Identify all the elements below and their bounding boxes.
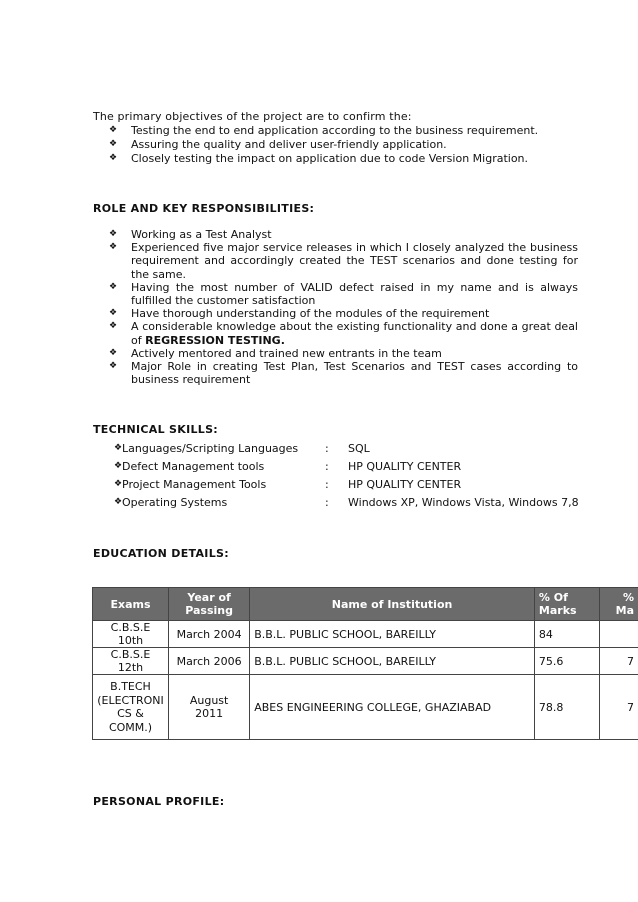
- list-item: ❖ Having the most number of VALID defect raised in my name and is always fulfilled the customer satisfaction: [109, 280, 578, 308]
- skill-value: Windows XP, Windows Vista, Windows 7,8: [348, 496, 579, 509]
- list-item: ❖ Have thorough understanding of the modules of the requirement: [109, 307, 490, 321]
- diamond-bullet-icon: ❖: [114, 443, 123, 453]
- diamond-bullet-icon: ❖: [109, 153, 118, 163]
- diamond-bullet-icon: ❖: [109, 229, 118, 239]
- table-row: C.B.S.E 10th March 2004 B.B.L. PUBLIC SCHOOL, BAREILLY 84: [93, 621, 638, 648]
- skill-row: [114, 478, 594, 496]
- list-item: ❖ Working as a Test Analyst: [109, 228, 272, 241]
- column-header-year: Year of Passing: [168, 588, 249, 621]
- skills-list: [114, 442, 594, 514]
- diamond-bullet-icon: ❖: [109, 361, 118, 372]
- skill-label: Defect Management tools: [122, 460, 265, 473]
- list-item: ❖ Testing the end to end application according to the business requirement.: [109, 124, 539, 137]
- skill-colon: :: [325, 478, 329, 491]
- diamond-bullet-icon: ❖: [109, 242, 118, 253]
- diamond-bullet-icon: ❖: [109, 125, 118, 135]
- column-header-institution: Name of Institution: [250, 588, 535, 621]
- diamond-bullet-icon: ❖: [109, 281, 118, 292]
- list-item: ❖ A considerable knowledge about the existing functionality and done a great deal of REGRESSION TESTING.: [109, 320, 578, 347]
- diamond-bullet-icon: ❖: [109, 308, 118, 319]
- personal-heading: PERSONAL PROFILE:: [93, 795, 225, 808]
- diamond-bullet-icon: ❖: [114, 497, 123, 507]
- column-header-exams: Exams: [93, 588, 169, 621]
- role-heading: ROLE AND KEY RESPONSIBILITIES:: [93, 202, 315, 215]
- diamond-bullet-icon: ❖: [109, 321, 118, 332]
- skill-label: Operating Systems: [122, 496, 228, 509]
- table-row: C.B.S.E 12th March 2006 B.B.L. PUBLIC SCHOOL, BAREILLY 75.6 7: [93, 648, 638, 675]
- column-header-marks-2: % Ma: [600, 588, 638, 621]
- diamond-bullet-icon: ❖: [109, 139, 118, 149]
- skill-colon: :: [325, 460, 329, 473]
- skill-colon: :: [325, 496, 329, 509]
- skill-row: [114, 460, 594, 478]
- list-item: ❖ Actively mentored and trained new entrants in the team: [109, 346, 442, 360]
- objectives-intro: The primary objectives of the project are to confirm the:: [93, 110, 412, 123]
- skill-label: Project Management Tools: [122, 478, 267, 491]
- skill-row: [114, 442, 594, 460]
- skill-colon: :: [325, 442, 329, 455]
- skill-row: [114, 496, 594, 514]
- list-item: ❖ Assuring the quality and deliver user-friendly application.: [109, 138, 447, 151]
- skill-label: Languages/Scripting Languages: [122, 442, 299, 455]
- column-header-marks: % Of Marks: [534, 588, 599, 621]
- skill-value: HP QUALITY CENTER: [348, 460, 462, 473]
- list-item: ❖ Experienced five major service releases in which I closely analyzed the business requirement and accordingly created the TEST scenarios and done testing for the same.: [109, 241, 578, 281]
- regression-testing-emphasis: REGRESSION TESTING.: [145, 333, 285, 347]
- list-item: ❖ Closely testing the impact on application due to code Version Migration.: [109, 152, 529, 165]
- skill-value: SQL: [348, 442, 370, 455]
- list-item: ❖ Major Role in creating Test Plan, Test Scenarios and TEST cases according to business requirement: [109, 360, 578, 387]
- diamond-bullet-icon: ❖: [114, 461, 123, 471]
- table-header-row: [93, 588, 638, 621]
- diamond-bullet-icon: ❖: [109, 347, 118, 358]
- diamond-bullet-icon: ❖: [114, 479, 123, 489]
- objectives-list: [109, 124, 579, 166]
- education-heading: EDUCATION DETAILS:: [93, 547, 229, 560]
- skill-value: HP QUALITY CENTER: [348, 478, 462, 491]
- skills-heading: TECHNICAL SKILLS:: [93, 423, 218, 436]
- table-row: B.TECH (ELECTRONI CS & COMM.) August 2011 ABES ENGINEERING COLLEGE, GHAZIABAD 78.8 7: [93, 675, 638, 740]
- responsibilities-list: [109, 228, 578, 386]
- education-table: [92, 587, 638, 740]
